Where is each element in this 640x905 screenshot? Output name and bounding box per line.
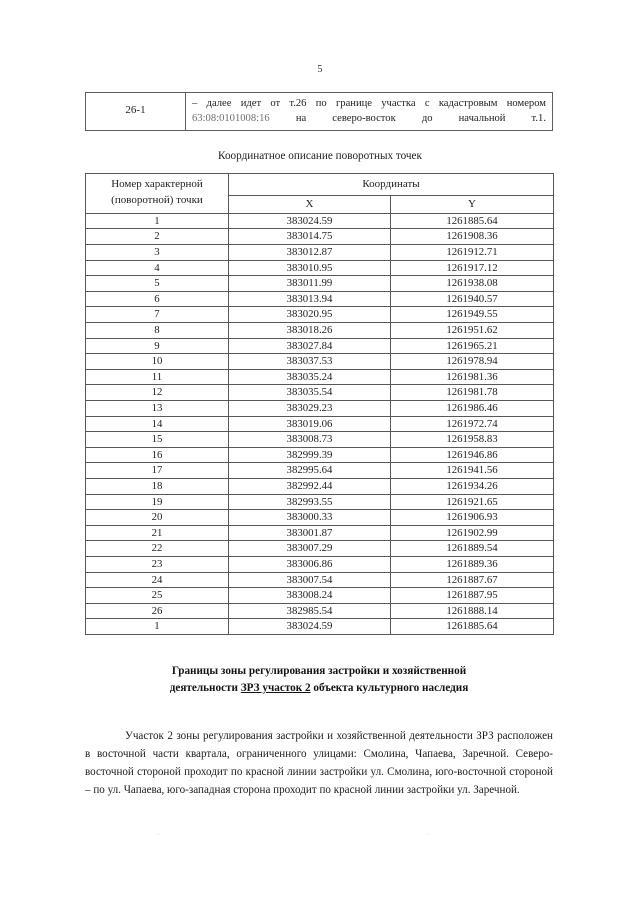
section-heading-line2-before: деятельности bbox=[169, 682, 241, 695]
table-row bbox=[86, 525, 554, 541]
table-row bbox=[86, 556, 554, 572]
cell-point-number: 25 bbox=[86, 588, 229, 604]
table-row bbox=[86, 494, 554, 510]
cell-point-number: 9 bbox=[86, 338, 229, 354]
section-heading-line1: Границы зоны регулирования застройки и хозяйственной bbox=[171, 665, 467, 677]
table-row bbox=[86, 291, 554, 307]
cell-x: 383007.54 bbox=[229, 572, 391, 588]
table-row bbox=[86, 354, 554, 370]
table-row bbox=[86, 385, 554, 401]
coordinate-table-body bbox=[86, 213, 554, 634]
table-row bbox=[86, 603, 554, 619]
table-row bbox=[86, 478, 554, 494]
cell-y: 1261934.26 bbox=[391, 478, 554, 494]
table-row bbox=[86, 260, 554, 276]
cell-point-number: 8 bbox=[86, 323, 229, 339]
cell-y: 1261978.94 bbox=[391, 354, 554, 370]
cell-x: 382993.55 bbox=[229, 494, 391, 510]
cell-y: 1261940.57 bbox=[391, 291, 554, 307]
cell-x: 383018.26 bbox=[229, 323, 391, 339]
cell-point-number: 5 bbox=[86, 276, 229, 292]
section-heading-zone-label: ЗРЗ участок 2 bbox=[240, 682, 311, 695]
cell-x: 383000.33 bbox=[229, 510, 391, 526]
column-header-point-number-line2: (поворотной) точки bbox=[111, 193, 203, 206]
table-row bbox=[86, 369, 554, 385]
cell-y: 1261981.78 bbox=[391, 385, 554, 401]
cell-point-number: 3 bbox=[86, 245, 229, 261]
cell-point-number: 26 bbox=[86, 603, 229, 619]
cell-x: 382999.39 bbox=[229, 447, 391, 463]
cell-point-number: 7 bbox=[86, 307, 229, 323]
cell-y: 1261921.65 bbox=[391, 494, 554, 510]
cell-point-number: 13 bbox=[86, 401, 229, 417]
cell-y: 1261958.83 bbox=[391, 432, 554, 448]
cell-y: 1261885.64 bbox=[391, 619, 554, 635]
cell-point-number: 17 bbox=[86, 463, 229, 479]
cell-y: 1261887.95 bbox=[391, 588, 554, 604]
table-row bbox=[86, 447, 554, 463]
cell-x: 383001.87 bbox=[229, 525, 391, 541]
table-row bbox=[86, 213, 554, 229]
cell-x: 383020.95 bbox=[229, 307, 391, 323]
cell-x: 383035.54 bbox=[229, 385, 391, 401]
cell-y: 1261885.64 bbox=[391, 213, 554, 229]
cell-point-number: 22 bbox=[86, 541, 229, 557]
cell-y: 1261889.54 bbox=[391, 541, 554, 557]
cell-x: 383019.06 bbox=[229, 416, 391, 432]
cell-point-number: 6 bbox=[86, 291, 229, 307]
cell-x: 383010.95 bbox=[229, 260, 391, 276]
section-body-paragraph: Участок 2 зоны регулирования застройки и хозяйственной деятельности ЗРЗ расположен в восточной части квартала, ограниченного улицами: Смолина, Чапаева, Заречной. Северо-восточной стороной проходит по красной линии застройки ул. Смолина, юго-восточной стороной – по ул. Чапаева, юго-западная сторона проходит по красной линии застройки ул. Заречной. bbox=[85, 730, 553, 796]
cell-y: 1261965.21 bbox=[391, 338, 554, 354]
cell-x: 383024.59 bbox=[229, 619, 391, 635]
coordinate-table bbox=[85, 173, 554, 635]
cell-x: 382992.44 bbox=[229, 478, 391, 494]
column-header-point-number bbox=[86, 174, 229, 214]
cell-x: 383037.53 bbox=[229, 354, 391, 370]
cell-x: 383027.84 bbox=[229, 338, 391, 354]
cell-x: 383012.87 bbox=[229, 245, 391, 261]
cell-point-number: 12 bbox=[86, 385, 229, 401]
cell-y: 1261889.36 bbox=[391, 556, 554, 572]
cell-y: 1261972.74 bbox=[391, 416, 554, 432]
cell-point-number: 2 bbox=[86, 229, 229, 245]
cell-y: 1261951.62 bbox=[391, 323, 554, 339]
cell-y: 1261908.36 bbox=[391, 229, 554, 245]
cell-point-number: 16 bbox=[86, 447, 229, 463]
cell-point-number: 24 bbox=[86, 572, 229, 588]
cadastral-number: 63:08:0101008:16 bbox=[192, 113, 270, 125]
cell-point-number: 10 bbox=[86, 354, 229, 370]
cell-y: 1261902.99 bbox=[391, 525, 554, 541]
table-row bbox=[86, 432, 554, 448]
cell-y: 1261917.12 bbox=[391, 260, 554, 276]
table-row bbox=[86, 245, 554, 261]
cell-point-number: 11 bbox=[86, 369, 229, 385]
cell-y: 1261949.55 bbox=[391, 307, 554, 323]
section-heading bbox=[85, 663, 553, 697]
table-row bbox=[86, 463, 554, 479]
table-row bbox=[86, 541, 554, 557]
cell-x: 383008.73 bbox=[229, 432, 391, 448]
cell-point-number: 15 bbox=[86, 432, 229, 448]
table-row bbox=[86, 588, 554, 604]
cell-y: 1261946.86 bbox=[391, 447, 554, 463]
table-row bbox=[86, 338, 554, 354]
column-header-y: Y bbox=[391, 196, 554, 214]
cell-point-number: 21 bbox=[86, 525, 229, 541]
table-row bbox=[86, 510, 554, 526]
cell-y: 1261887.67 bbox=[391, 572, 554, 588]
cell-x: 383014.75 bbox=[229, 229, 391, 245]
cell-point-number: 1 bbox=[86, 619, 229, 635]
table-row bbox=[86, 619, 554, 635]
table-row bbox=[86, 276, 554, 292]
cell-x: 383008.24 bbox=[229, 588, 391, 604]
cell-point-number: 19 bbox=[86, 494, 229, 510]
cell-y: 1261941.56 bbox=[391, 463, 554, 479]
table-row bbox=[86, 323, 554, 339]
table-row bbox=[86, 401, 554, 417]
cell-x: 383006.86 bbox=[229, 556, 391, 572]
page-number: 5 bbox=[317, 64, 323, 75]
scan-artifact-right: ·· bbox=[425, 830, 431, 839]
cell-y: 1261986.46 bbox=[391, 401, 554, 417]
table-header-row-1 bbox=[86, 174, 554, 196]
cell-y: 1261888.14 bbox=[391, 603, 554, 619]
continuation-table bbox=[85, 92, 553, 131]
column-header-x: X bbox=[229, 196, 391, 214]
column-header-point-number-line1: Номер характерной bbox=[111, 178, 203, 190]
cell-point-number: 18 bbox=[86, 478, 229, 494]
cell-x: 383013.94 bbox=[229, 291, 391, 307]
cell-x: 383024.59 bbox=[229, 213, 391, 229]
cell-x: 383029.23 bbox=[229, 401, 391, 417]
cell-y: 1261981.36 bbox=[391, 369, 554, 385]
cell-point-number: 14 bbox=[86, 416, 229, 432]
cell-y: 1261938.08 bbox=[391, 276, 554, 292]
continuation-description-part1: – далее идет от т.26 по границе участка с кадастровым номером bbox=[192, 98, 546, 109]
cell-point-number: 23 bbox=[86, 556, 229, 572]
coordinate-table-caption: Координатное описание поворотных точек bbox=[218, 150, 422, 162]
cell-point-number: 1 bbox=[86, 213, 229, 229]
section-heading-line2-after: объекта культурного наследия bbox=[310, 682, 469, 695]
continuation-description-part2: на северо-восток до начальной т.1. bbox=[269, 113, 546, 125]
cell-x: 382985.54 bbox=[229, 603, 391, 619]
cell-x: 383035.24 bbox=[229, 369, 391, 385]
cell-x: 383007.29 bbox=[229, 541, 391, 557]
column-header-coordinates: Координаты bbox=[229, 174, 554, 196]
continuation-row-number: 26-1 bbox=[86, 93, 186, 131]
table-row bbox=[86, 572, 554, 588]
cell-y: 1261912.71 bbox=[391, 245, 554, 261]
coordinate-table-head bbox=[86, 174, 554, 214]
table-row bbox=[86, 416, 554, 432]
scan-artifact-left: ·· bbox=[155, 830, 161, 839]
cell-y: 1261906.93 bbox=[391, 510, 554, 526]
table-row bbox=[86, 229, 554, 245]
cell-point-number: 20 bbox=[86, 510, 229, 526]
table-row bbox=[86, 93, 553, 131]
cell-point-number: 4 bbox=[86, 260, 229, 276]
cell-x: 382995.64 bbox=[229, 463, 391, 479]
table-row bbox=[86, 307, 554, 323]
cell-x: 383011.99 bbox=[229, 276, 391, 292]
continuation-description bbox=[186, 93, 553, 131]
